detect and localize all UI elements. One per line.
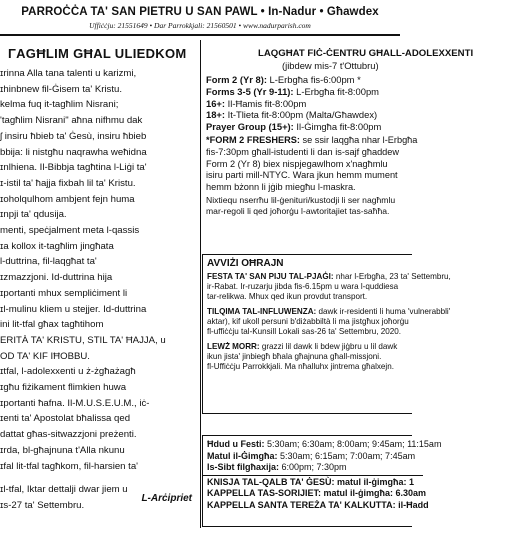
article-line: dattat għas-sitwazzjoni preżenti.	[0, 429, 137, 441]
freshers-note-label: *FORM 2 FRESHERS:	[206, 134, 300, 145]
article-title: ΓAGĦLIM GĦAL ULIEDKOM	[8, 46, 187, 61]
article-line: ɪ-istil ta' ħajja fixbah lil ta' Kristu.	[0, 177, 136, 189]
notice-item	[207, 307, 451, 337]
article-line: bbija: li nistgħu naqrawha weħidna	[0, 146, 147, 158]
notice-line: fl-Uffiċċju Parrokkjali. Ma nħalluhx jintrema għalxejn.	[207, 362, 394, 371]
article-line: ɪgħu fiżikament flimkien huwa	[0, 382, 127, 394]
article-line: ɪa kollox it-tagħlim jingħata	[0, 240, 114, 252]
article-line: ɪoholqulhom ambjent fejn huma	[0, 193, 135, 205]
mass-time-row	[207, 462, 412, 474]
article-line: ɪenti ta' Apostolat bħalissa qed	[0, 413, 131, 425]
article-line: ɪportanti mhux sempliċiment li	[0, 287, 128, 299]
article-line: ɪfal lit-tfal tagħkom, fil-harsien ta'	[0, 460, 139, 472]
article-line: l-duttrina, fil-laqgħat ta'	[0, 256, 97, 268]
mass-times-box	[202, 435, 442, 527]
schedule-row-value: L-Erbgħa fis-6:00pm *	[266, 74, 361, 85]
schedule-row-value: Il-Ħamis fit-8:00pm	[225, 97, 307, 109]
mass-time-label: Matul il-Ġimgħa:	[207, 450, 278, 461]
chapel-rows	[207, 476, 429, 512]
chapel-label: KNISJA TAL-QALB TA' ĠESÙ:	[207, 476, 335, 487]
chapel-row	[207, 488, 427, 500]
mass-time-value: 5:30am; 6:30am; 8:00am; 9:45am; 11:15am	[264, 439, 442, 449]
notice-line: fl-uffiċċju tal-Kunsill Lokali sas-26 ta' Settembru, 2020.	[207, 327, 401, 336]
schedule-row	[206, 86, 506, 98]
notice-line: nhar l-Erbgħa, 23 ta' Settembru,	[333, 272, 451, 281]
article-line: ɪnpji ta' qdusija.	[0, 209, 67, 221]
article-signature: L-Arċipriet	[141, 493, 192, 504]
parish-title: PARROĊĊA TA' SAN PIETRU U SAN PAWL • In-Nadur • Għawdex	[21, 6, 379, 18]
freshers-note	[206, 135, 506, 194]
schedule-row	[206, 109, 506, 121]
article-line: ERITÀ TA' KRISTU, STIL TA' ĦAJJA, u	[0, 334, 166, 346]
article-line: ʃ insiru ħbieb ta' Ġesù, insiru ħbieb	[0, 130, 147, 142]
chapel-row	[207, 499, 429, 512]
article-line: ɪtfal, l-adolexxenti u ż-żgħażagħ	[0, 366, 136, 378]
freshers-note-line: hemm bżonn li jġib miegħu l-maskra.	[206, 182, 356, 193]
freshers-note-line: se ssir laqgħa nhar l-Erbgħa	[299, 134, 418, 145]
freshers-note-line: isiru parti mill-NTYC. Wara jkun hemm mument	[206, 170, 398, 181]
article-line: ɪl-tfal, Iktar dettalji dwar jiem u	[0, 484, 128, 496]
article-line: ɪrda, bl-għajnuna t'Alla nkunu	[0, 444, 125, 456]
schedule-row-label: Prayer Group (15+):	[206, 121, 294, 133]
mass-time-value: 6:00pm; 7:30pm	[279, 462, 347, 473]
schedule-row-value: L-Erbgħa fit-8:00pm	[293, 85, 379, 97]
notice-line: dawk ir-residenti li huma 'vulnerabbli'	[316, 307, 451, 316]
article-line: ɪhinbnew fil-Ġisem ta' Kristu.	[0, 83, 123, 95]
article-line: ini lit-tfal għax tagħtihom	[0, 319, 104, 331]
header-divider	[0, 34, 400, 36]
mass-time-value: 5:30am; 6:15am; 7:00am; 7:45am	[277, 450, 416, 461]
notice-item	[207, 272, 451, 302]
article-body	[0, 68, 192, 516]
schedule-row-label: Form 2 (Yr 8):	[206, 74, 267, 85]
schedule-row	[206, 98, 506, 110]
schedule-row	[206, 74, 506, 86]
article-line: kelma fuq it-tagħlim Nisrani;	[0, 99, 119, 111]
article-line: ɪrinna Alla tana talenti u karizmi,	[0, 68, 137, 79]
extra-note-line: mar-regoli li qed joħorġu l-awtoritajiet tas-saħħa.	[206, 205, 390, 216]
article-line: ɪl-mulinu kliem u stejjer. Id-duttrina	[0, 303, 147, 315]
column-divider	[200, 40, 201, 528]
notice-label: TILQIMA TAL-INFLUWENZA:	[207, 307, 317, 316]
article-line: OD TA' KIF IĦOBBU.	[0, 350, 90, 362]
mass-divider	[203, 475, 423, 476]
notice-line: grazzi lil dawk li bdew jiġbru u lil dawk	[259, 342, 398, 351]
article-line	[0, 476, 192, 480]
notice-line: ir-Rabat. Ir-ruzarju jibda fis-6.15pm u wara l-quddiesa	[207, 282, 399, 291]
notice-item	[207, 342, 412, 372]
notices-title: AVVIŻI OĦRAJN	[207, 258, 284, 269]
mass-time-row	[207, 450, 416, 463]
notice-label: FESTA TA' SAN PIJU TAL-PJAĠI:	[207, 272, 334, 281]
mass-time-label: Is-Sibt filgħaxija:	[207, 462, 280, 473]
newsletter-header	[0, 0, 400, 34]
article-line: ɪportanti ħafna. Il-M.U.S.E.U.M., iċ-	[0, 397, 150, 409]
youth-schedule	[206, 48, 506, 216]
schedule-row-label: 16+:	[206, 97, 226, 109]
chapel-value: il-Ħadd	[395, 499, 429, 510]
notice-line: ikun jista' jinbiegħ bħala għajnuna għall-missjoni.	[207, 352, 382, 361]
schedule-row-label: Forms 3-5 (Yr 9-11):	[206, 85, 294, 97]
notice-line: aktar), kif ukoll persuni b'diżabbiltà li ma jistgħux joħorġu	[207, 317, 409, 326]
mass-rows	[207, 439, 442, 474]
mass-time-row	[207, 439, 442, 451]
info-column	[202, 40, 474, 530]
other-notices-box	[202, 254, 451, 414]
schedule-row-label: 18+:	[206, 109, 226, 121]
notices-list	[207, 272, 451, 372]
article-line: 'tagħlim Nisrani" aħna nifhmu dak	[0, 115, 143, 127]
schedule-extra-note	[206, 195, 506, 216]
freshers-note-line: Form 2 (Yr 8) biex nispjegawlhom x'nagħmlu	[206, 158, 388, 169]
article-line: menti, speċjalment meta l-qassis	[0, 225, 140, 237]
article-line: ɪs-27 ta' Settembru.	[0, 499, 85, 511]
chapel-label: KAPPELLA TAS-SORIJIET:	[207, 488, 322, 499]
schedule-row-value: Il-Ġimgħa fit-8:00pm	[293, 121, 382, 133]
freshers-note-line: fis-7:30pm għall-istudenti li dan is-sajf għaddew	[206, 146, 400, 157]
article-line: ɪnlhiena. Il-Bibbja tagħtina l-Liġi ta'	[0, 162, 147, 174]
contact-line: Uffiċċju: 21551649 • Dar Parrokkjali: 21560501 • www.nadurparish.com	[89, 21, 311, 30]
extra-note-line: Nixtiequ nserrħu lil-ġenituri/kustodji li ser nagħmlu	[206, 194, 396, 205]
chapel-value: matul il-ġimgħa: 6.30am	[321, 488, 427, 499]
schedule-row-value: It-Tlieta fit-8:00pm (Malta/Għawdex)	[225, 109, 378, 121]
notice-label: LEWŻ MORR:	[207, 342, 260, 351]
schedule-title: LAQGĦAT FIĊ-ĊENTRU GĦALL-ADOLEXXENTI	[258, 48, 474, 59]
article-column	[0, 40, 200, 520]
article-line: ɪzmazzjoni. Id-duttrina hija	[0, 272, 113, 284]
chapel-value: matul il-ġimgħa: 1	[334, 476, 414, 487]
schedule-row	[206, 121, 506, 133]
schedule-subtitle: (jibdew mis-7 t'Ottubru)	[282, 60, 379, 71]
mass-time-label: Ħdud u Festi:	[207, 439, 265, 449]
notice-line: tar-relikwa. Mhux qed ikun provdut transport.	[207, 292, 368, 301]
chapel-label: KAPPELLA SANTA TEREŻA TA' KALKUTTA:	[207, 499, 396, 510]
chapel-row	[207, 477, 412, 489]
schedule-rows	[206, 74, 506, 133]
